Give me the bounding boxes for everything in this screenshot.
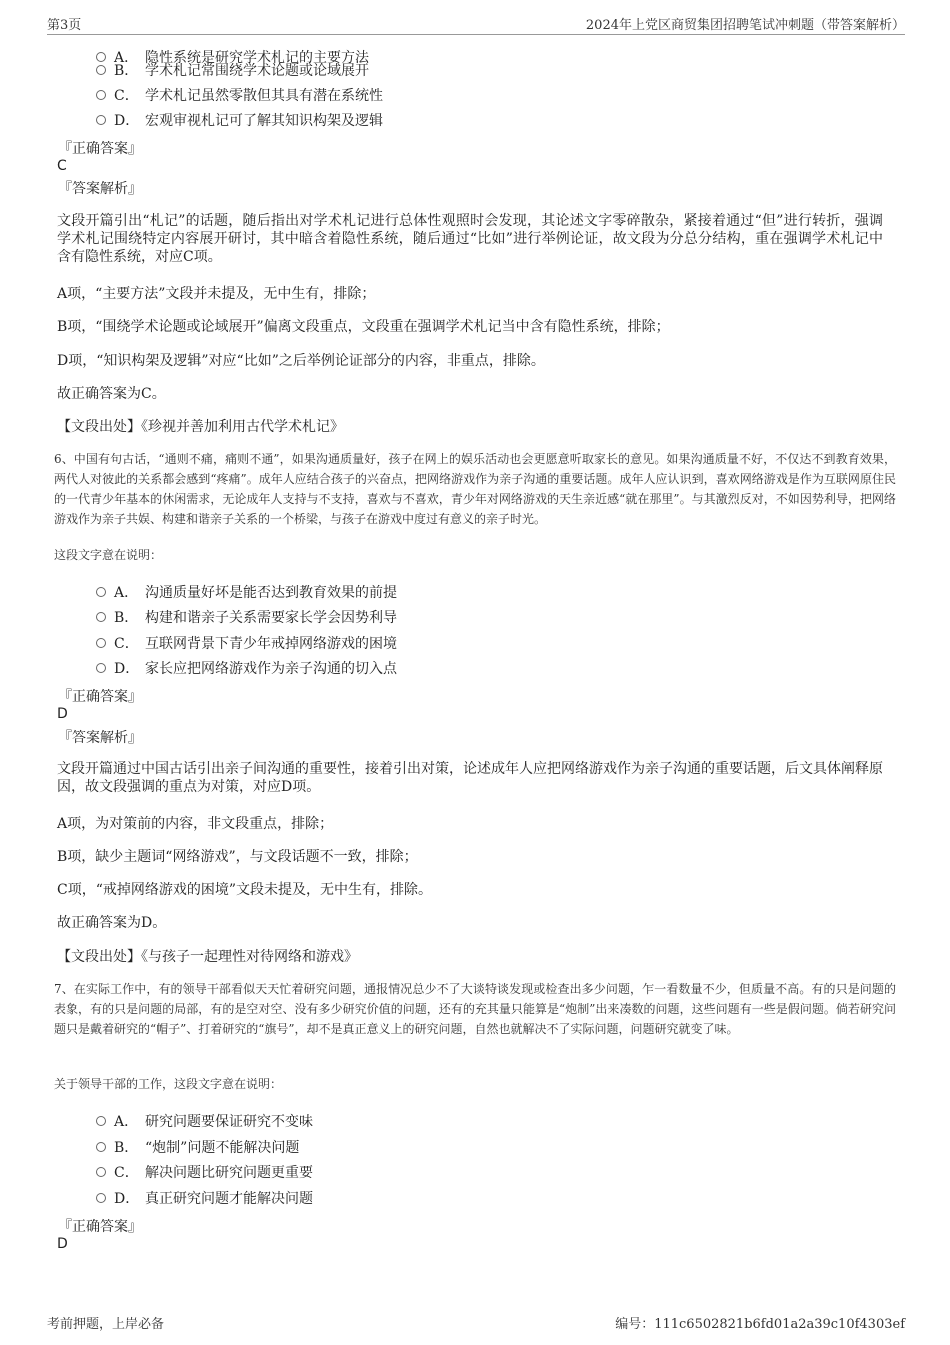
q7-answer: D <box>57 1236 68 1252</box>
radio-icon[interactable] <box>96 638 106 648</box>
page-header <box>47 14 905 35</box>
radio-icon[interactable] <box>96 663 106 673</box>
q5-source: 【文段出处】《珍视并善加利用古代学术札记》 <box>57 419 344 435</box>
q6-question: 6、中国有句古话，“通则不痛，痛则不通”，如果沟通质量好，孩子在网上的娱乐活动也会更愿意听取家长的意见。如果沟通质量不好，不仅达不到教育效果，两代人对彼此的关系都会感到“疼痛”。成年人应结合孩子的兴奋点，把网络游戏作为亲子沟通的重要话题。成年人应认识到，喜欢网络游戏是作为互联网原住民的一代青少年基本的休闲需求，无论成年人支持与不支持，喜欢与不喜欢，青少年对网络游戏的天生亲近感“就在那里”。与其激烈反对，不如因势利导，把网络游戏作为亲子共娱、构建和谐亲子关系的一个桥梁，与孩子在游戏中度过有意义的亲子时光。 <box>54 452 896 526</box>
document-id: 编号：111c6502821b6fd01a2a39c10f4303ef <box>615 1317 905 1332</box>
q5-analysis: 文段开篇引出“札记”的话题，随后指出对学术札记进行总体性观照时会发现，其论述文字零碎散杂，紧接着通过“但”进行转折，强调学术札记围绕特定内容展开研讨，其中暗含着隐性系统，随后通过“比如”进行举例论证，故文段为分总分结构，重在强调学术札记中含有隐性系统，对应C项。 <box>57 213 883 265</box>
footer-slogan: 考前押题，上岸必备 <box>47 1317 165 1332</box>
q5-answer: C <box>57 158 67 174</box>
document-title: 2024年上党区商贸集团招聘笔试冲刺题（带答案解析） <box>585 18 905 33</box>
radio-icon[interactable] <box>96 115 106 125</box>
q6-note-a: A项，为对策前的内容，非文段重点，排除； <box>57 816 334 832</box>
q6-answer-label: 『正确答案』 <box>58 689 142 705</box>
q6-analysis: 文段开篇通过中国古话引出亲子间沟通的重要性，接着引出对策，论述成年人应把网络游戏作为亲子沟通的重要话题，后文具体阐释原因，故文段强调的重点为对策，对应D项。 <box>57 761 883 795</box>
radio-icon[interactable] <box>96 1142 106 1152</box>
radio-icon[interactable] <box>96 52 106 62</box>
q7-stem: 关于领导干部的工作，这段文字意在说明： <box>54 1077 283 1091</box>
q6-analysis-label: 『答案解析』 <box>58 730 142 746</box>
q5-note-d: D项，“知识构架及逻辑”对应“比如”之后举例论证部分的内容，非重点，排除。 <box>57 353 545 369</box>
radio-icon[interactable] <box>96 90 106 100</box>
q5-note-b: B项，“围绕学术论题或论域展开”偏离文段重点，文段重在强调学术札记当中含有隐性系统，排除； <box>57 319 670 335</box>
radio-icon[interactable] <box>96 1167 106 1177</box>
radio-icon[interactable] <box>96 612 106 622</box>
radio-icon[interactable] <box>96 1116 106 1126</box>
q6-source: 【文段出处】《与孩子一起理性对待网络和游戏》 <box>57 949 358 965</box>
q5-note-a: A项，“主要方法”文段并未提及，无中生有，排除； <box>57 286 376 302</box>
q6-stem: 这段文字意在说明： <box>54 548 163 562</box>
page-number: 第3页 <box>47 18 82 33</box>
q5-conclusion: 故正确答案为C。 <box>57 386 166 402</box>
q5-analysis-label: 『答案解析』 <box>58 181 142 197</box>
radio-icon[interactable] <box>96 65 106 75</box>
q6-conclusion: 故正确答案为D。 <box>57 915 167 931</box>
q7-answer-label: 『正确答案』 <box>58 1219 142 1235</box>
q6-note-c: C项，“戒掉网络游戏的困境”文段未提及，无中生有，排除。 <box>57 882 433 898</box>
q6-note-b: B项，缺少主题词“网络游戏”，与文段话题不一致，排除； <box>57 849 418 865</box>
q6-answer: D <box>57 706 68 722</box>
q5-answer-label: 『正确答案』 <box>58 141 142 157</box>
q7-question: 7、在实际工作中，有的领导干部看似天天忙着研究问题，通报情况总少不了大谈特谈发现或检查出多少问题，乍一看数量不少，但质量不高。有的只是问题的表象，有的只是问题的局部，有的是空对空、没有多少研究价值的问题，还有的充其量只能算是“炮制”出来凑数的问题，这些问题有一些是假问题。倘若研究问题只是戴着研究的“帽子”、打着研究的“旗号”，却不是真正意义上的研究问题，自然也就解决不了实际问题，问题研究就变了味。 <box>54 982 896 1036</box>
radio-icon[interactable] <box>96 587 106 597</box>
page-footer <box>47 1313 905 1332</box>
radio-icon[interactable] <box>96 1193 106 1203</box>
